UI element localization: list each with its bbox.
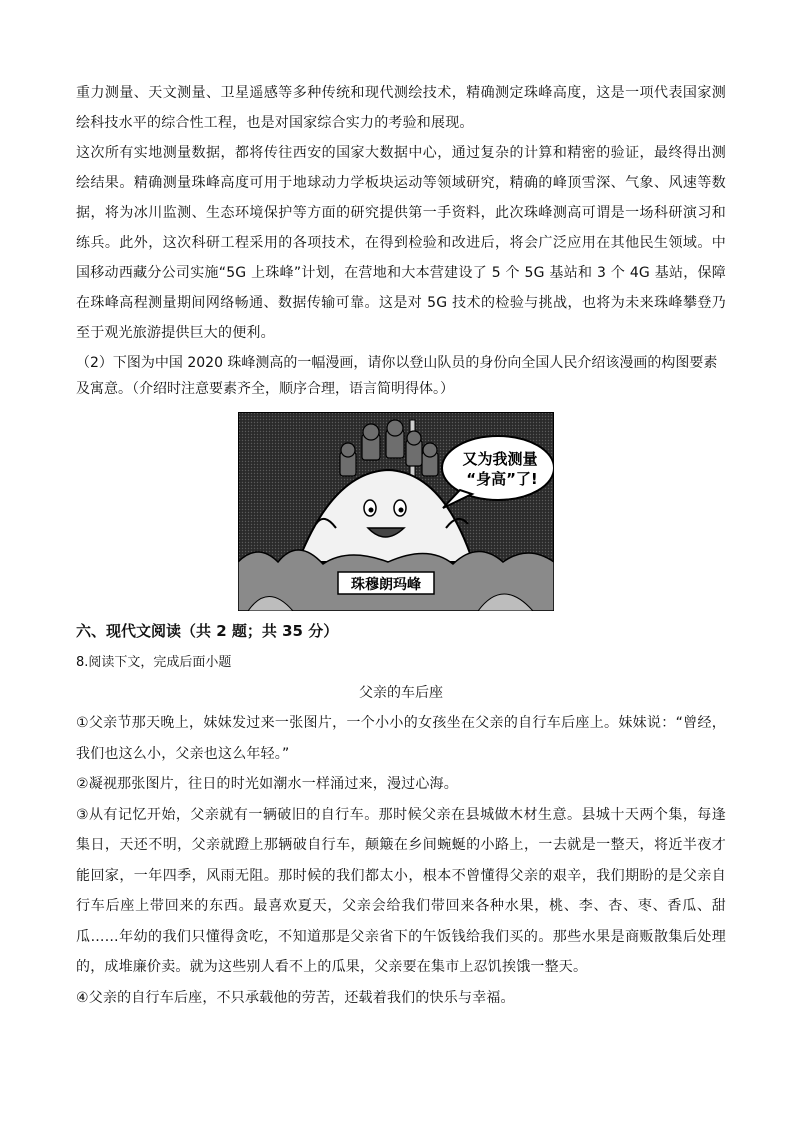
essay-paragraph: ③从有记忆开始，父亲就有一辆破旧的自行车。那时候父亲在县城做木材生意。县城十天两个集，每逢集日，天还不明，父亲就蹬上那辆破自行车，颠簸在乡间蜿蜒的小路上，一去就是一整天，将近半夜才能回家，一年四季，风雨无阻。那时候的我们都太小，根本不曾懂得父亲的艰辛，我们期盼的是父亲自行车后座上带回来的东西。最喜欢夏天，父亲会给我们带回来各种水果，桃、李、杏、枣、香瓜、甜瓜……年幼的我们只懂得贪吃，不知道那是父亲省下的午饭钱给我们买的。那些水果是商贩散集后处理的，成堆廉价卖。就为这些别人看不上的瓜果，父亲要在集市上忍饥挨饿一整天。 bbox=[76, 806, 726, 975]
essay-paragraph: ①父亲节那天晚上，妹妹发过来一张图片，一个小小的女孩坐在父亲的自行车后座上。妹妹说：“曾经，我们也这么小，父亲也这么年轻。” bbox=[76, 715, 726, 762]
comic-figure bbox=[76, 412, 726, 612]
essay-paragraph: ②凝视那张图片，往日的时光如潮水一样涌过来，漫过心海。 bbox=[76, 776, 458, 792]
essay-body bbox=[76, 708, 726, 1013]
cartoon-image bbox=[238, 412, 554, 611]
essay-paragraph: ④父亲的自行车后座，不只承载他的劳苦，还载着我们的快乐与幸福。 bbox=[76, 989, 515, 1006]
bubble-line-1: 又为我测量 bbox=[462, 450, 538, 468]
document-page bbox=[76, 78, 726, 1013]
paragraph: 这次所有实地测量数据，都将传往西安的国家大数据中心，通过复杂的计算和精密的验证，最终得出测绘结果。精确测量珠峰高度可用于地球动力学板块运动等领域研究，精确的峰顶雪深、气象、风速等数据，将为冰川监测、生态环境保护等方面的研究提供第一手资料，此次珠峰测高可谓是一场科研演习和练兵。此外，这次科研工程采用的各项技术，在得到检验和改进后，将会广泛应用在其他民生领域。中国移动西藏分公司实施“5G 上珠峰”计划，在营地和大本营建设了 5 个 5G 基站和 3 个 4G 基站，保障在珠峰高程测量期间网络畅通、数据传输可靠。这是对 5G 技术的检验与挑战，也将为未来珠峰攀登乃至于观光旅游提供巨大的便利。 bbox=[76, 145, 726, 341]
section-title: 六、现代文阅读（共 2 题；共 35 分） bbox=[76, 622, 339, 640]
question-2-prompt: （2）下图为中国 2020 珠峰测高的一幅漫画，请你以登山队员的身份向全国人民介绍该漫画的构图要素及寓意。（介绍时注意要素齐全，顺序合理，语言简明得体。） bbox=[76, 355, 718, 397]
paragraph: 重力测量、天文测量、卫星遥感等多种传统和现代测绘技术，精确测定珠峰高度，这是一项代表国家测绘科技水平的综合性工程，也是对国家综合实力的考验和展现。 bbox=[76, 85, 726, 131]
question-8-prompt: 8.阅读下文，完成后面小题 bbox=[76, 655, 232, 670]
essay-title: 父亲的车后座 bbox=[359, 685, 443, 701]
bubble-line-2: “身高”了! bbox=[466, 470, 538, 488]
mountain-label: 珠穆朗玛峰 bbox=[351, 577, 421, 593]
